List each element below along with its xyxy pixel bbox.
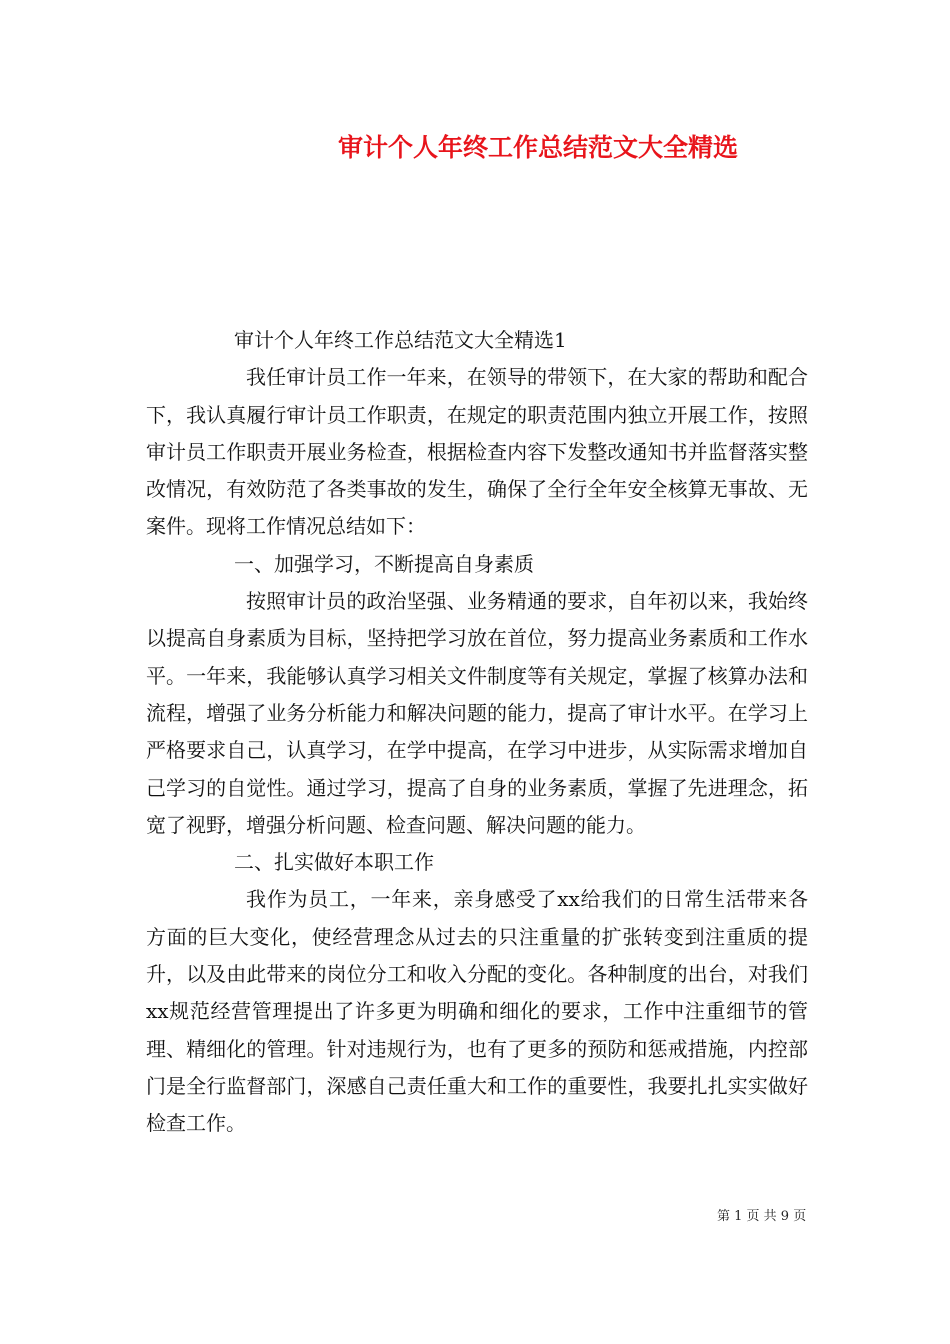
document-title: 审计个人年终工作总结范文大全精选 — [337, 133, 738, 162]
heading-duties: 二、扎实做好本职工作 — [234, 850, 434, 875]
paragraph-duties: 我作为员工，一年来，亲身感受了xx给我们的日常生活带来各方面的巨大变化，使经营理念从过去的只注重量的扩张转变到注重质的提升，以及由此带来的岗位分工和收入分配的变化。各种制度的出台，对我们xx规范经营管理提出了许多更为明确和细化的要求，工作中注重细节的管理、精细化的管理。针对违规行为，也有了更多的预防和惩戒措施，内控部门是全行监督部门，深感自己责任重大和工作的重要性，我要扎扎实实做好检查工作。 — [146, 887, 808, 1136]
page-number: 第 1 页 共 9 页 — [717, 1209, 807, 1224]
paragraph-study: 按照审计员的政治坚强、业务精通的要求，自年初以来，我始终以提高自身素质为目标，坚持把学习放在首位，努力提高业务素质和工作水平。一年来，我能够认真学习相关文件制度等有关规定，掌握了核算办法和流程，增强了业务分析能力和解决问题的能力，提高了审计水平。在学习上严格要求自己，认真学习，在学中提高，在学习中进步，从实际需求增加自己学习的自觉性。通过学习，提高了自身的业务素质，掌握了先进理念，拓宽了视野，增强分析问题、检查问题、解决问题的能力。 — [146, 589, 808, 837]
section-heading: 审计个人年终工作总结范文大全精选1 — [234, 328, 567, 352]
paragraph-intro: 我任审计员工作一年来，在领导的带领下，在大家的帮助和配合下，我认真履行审计员工作职责，在规定的职责范围内独立开展工作，按照审计员工作职责开展业务检查，根据检查内容下发整改通知书并监督落实整改情况，有效防范了各类事故的发生，确保了全行全年安全核算无事故、无案件。现将工作情况总结如下： — [146, 365, 808, 539]
heading-study: 一、加强学习，不断提高自身素质 — [234, 551, 534, 576]
document-body — [146, 322, 808, 1143]
